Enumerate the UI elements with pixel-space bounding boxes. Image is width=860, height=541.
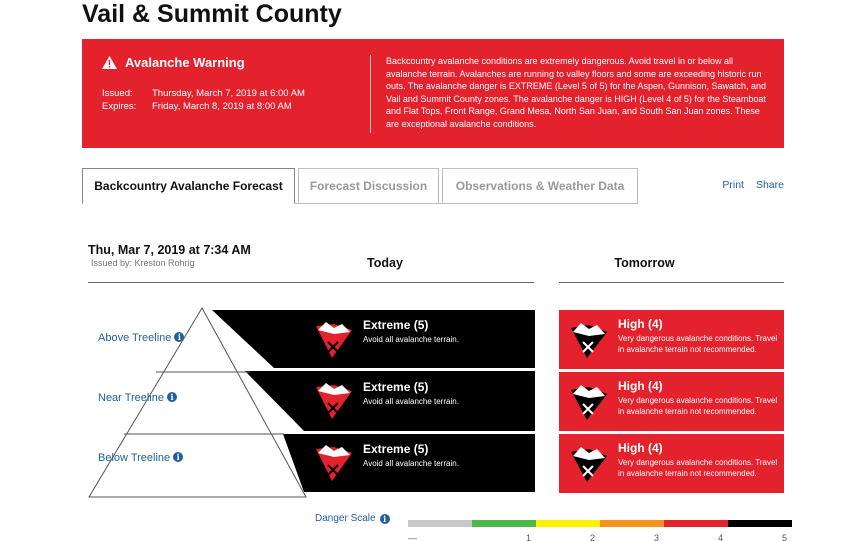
warning-body: Backcountry avalanche conditions are extremely dangerous. Avoid travel in or below all avalanche terrain. Avalanches are running to valley floors and some are exceeding historic run outs. The avalanche danger is EXTREME (Level 5 of 5) for the Aspen, Gunnison, Sawatch, and Vail and Summit County zones. The avalanche danger is HIGH (Level 4 of 5) for the Steamboat and Flat Tops, Front Range, Grand Mesa, North San Juan, and South San Juan zones. These are exceptional avalanche conditions. [386, 56, 767, 129]
warning-heading [102, 55, 245, 70]
tomorrow-danger-near [559, 372, 784, 431]
danger-level: High (4) [618, 317, 663, 331]
forecast-date: Thu, Mar 7, 2019 at 7:34 AM [88, 243, 251, 257]
print-link[interactable]: Print [722, 179, 744, 191]
danger-level: Extreme (5) [363, 380, 429, 394]
danger-scale-number: 3 [654, 533, 660, 541]
warning-dates [102, 87, 305, 113]
issued-value: Thursday, March 7, 2019 at 6:00 AM [152, 88, 305, 99]
today-danger-near [363, 380, 459, 407]
elevation-label: Above Treeline [98, 332, 172, 344]
danger-level: Extreme (5) [363, 318, 429, 332]
extreme-danger-icon [312, 381, 354, 421]
danger-scale-segment [472, 520, 536, 527]
info-icon[interactable]: i [174, 332, 184, 342]
tab-forecast-discussion[interactable]: Forecast Discussion [298, 168, 439, 204]
elevation-label: Below Treeline [98, 452, 171, 464]
elevation-label: Near Treeline [98, 392, 165, 404]
high-danger-icon [567, 444, 609, 484]
today-header-rule [88, 282, 534, 283]
extreme-danger-icon [312, 443, 354, 483]
elevation-above-treeline[interactable] [98, 332, 184, 344]
danger-description: Avoid all avalanche terrain. [363, 459, 459, 468]
tomorrow-danger-above [559, 310, 784, 369]
danger-scale-label[interactable] [315, 513, 390, 524]
high-danger-icon [567, 382, 609, 422]
danger-scale-number: 2 [590, 533, 596, 541]
danger-description: Very dangerous avalanche conditions. Travel in avalanche terrain not recommended. [618, 334, 778, 354]
share-link[interactable]: Share [755, 179, 784, 191]
danger-scale-number: — [408, 533, 417, 541]
danger-scale-segment [408, 520, 472, 527]
danger-description: Very dangerous avalanche conditions. Travel in avalanche terrain not recommended. [618, 458, 778, 478]
danger-description: Avoid all avalanche terrain. [363, 397, 459, 406]
warning-title: Avalanche Warning [125, 55, 245, 70]
page-actions [722, 179, 784, 191]
danger-scale-number: 4 [718, 533, 724, 541]
high-danger-icon [567, 320, 609, 360]
danger-description: Very dangerous avalanche conditions. Travel in avalanche terrain not recommended. [618, 396, 778, 416]
info-icon[interactable]: i [167, 392, 177, 402]
danger-scale-number: 1 [526, 533, 532, 541]
danger-scale-text: Danger Scale [315, 513, 376, 524]
elevation-near-treeline[interactable] [98, 392, 177, 404]
tomorrow-danger-below [559, 434, 784, 493]
tomorrow-header-rule [559, 282, 784, 283]
danger-scale-segment [536, 520, 600, 527]
info-icon[interactable]: i [173, 452, 183, 462]
danger-level: High (4) [618, 379, 663, 393]
danger-scale-number: 5 [782, 533, 788, 541]
today-danger-below [363, 442, 459, 469]
danger-scale-segment [728, 520, 792, 527]
warning-triangle-icon [102, 56, 117, 69]
tab-backcountry-forecast[interactable]: Backcountry Avalanche Forecast [82, 168, 295, 204]
danger-level: Extreme (5) [363, 442, 429, 456]
danger-scale-segment [664, 520, 728, 527]
expires-label: Expires: [102, 101, 137, 112]
tab-observations-weather[interactable]: Observations & Weather Data [442, 168, 638, 204]
danger-scale-segment [600, 520, 664, 527]
danger-level: High (4) [618, 441, 663, 455]
expires-value: Friday, March 8, 2019 at 8:00 AM [152, 101, 292, 112]
tomorrow-heading: Tomorrow [614, 256, 675, 270]
issued-label: Issued: [102, 88, 133, 99]
page-title: Vail & Summit County [82, 0, 342, 28]
tab-underline [294, 203, 638, 204]
today-heading: Today [367, 256, 403, 270]
avalanche-warning-banner [82, 39, 784, 148]
extreme-danger-icon [312, 320, 354, 360]
warning-divider [370, 55, 371, 133]
today-danger-above [363, 318, 459, 345]
danger-description: Avoid all avalanche terrain. [363, 335, 459, 344]
elevation-below-treeline[interactable] [98, 452, 183, 464]
info-icon[interactable]: i [380, 514, 390, 524]
forecast-issued-by: Issued by: Kreston Rohrig [91, 258, 195, 268]
forecast-date-block [88, 243, 251, 268]
